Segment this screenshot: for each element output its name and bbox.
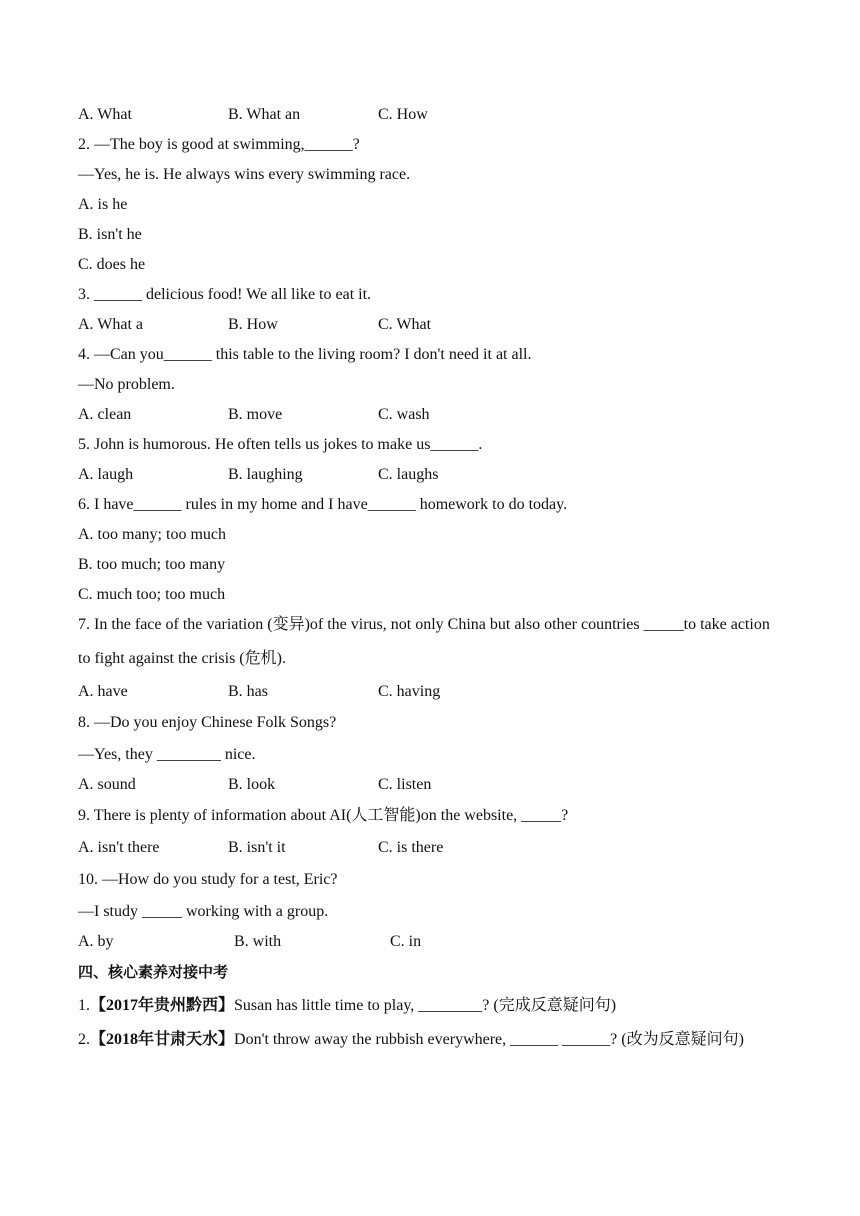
q10-options <box>78 932 784 952</box>
q7-stem: 7. In the face of the variation (变异)of the virus, not only China but also other countries _____to take action to fight against the crisis (危机). <box>78 616 770 667</box>
section4-item-1-number: 1. <box>78 997 90 1014</box>
q8-option-b: B. look <box>228 776 276 793</box>
q8-options <box>78 775 784 795</box>
section4-item-2 <box>78 1023 784 1057</box>
section4-item-1-text: Susan has little time to play, ________? (完成反意疑问句) <box>234 997 617 1014</box>
q5-option-a: A. laugh <box>78 466 134 483</box>
q10-option-b: B. with <box>234 933 282 950</box>
section4-item-2-number: 2. <box>78 1031 90 1048</box>
q10-option-a: A. by <box>78 933 114 950</box>
q5-option-b: B. laughing <box>228 466 303 483</box>
q6-option-c: C. much too; too much <box>78 586 226 603</box>
q7-option-a: A. have <box>78 683 128 700</box>
q6-stem: 6. I have______ rules in my home and I have______ homework to do today. <box>78 496 568 513</box>
q4-stem: 4. —Can you______ this table to the living room? I don't need it at all. <box>78 346 532 363</box>
q7-option-c: C. having <box>378 683 441 700</box>
q1-options <box>78 105 784 125</box>
q9-option-b: B. isn't it <box>228 839 286 856</box>
q4-options <box>78 405 784 425</box>
q3-stem: 3. ______ delicious food! We all like to eat it. <box>78 286 372 303</box>
q10-option-c: C. in <box>390 933 422 950</box>
q8-option-c: C. listen <box>378 776 432 793</box>
q1-option-c: C. How <box>378 106 428 123</box>
q1-option-b: B. What an <box>228 106 301 123</box>
q8-stem: 8. —Do you enjoy Chinese Folk Songs? <box>78 714 337 731</box>
q9-option-c: C. is there <box>378 839 444 856</box>
section4-item-1 <box>78 996 616 1016</box>
q9-stem: 9. There is plenty of information about AI(人工智能)on the website, _____? <box>78 807 569 824</box>
q2-stem: 2. —The boy is good at swimming,______? <box>78 136 360 153</box>
q8-reply: —Yes, they ________ nice. <box>78 746 256 763</box>
q5-stem: 5. John is humorous. He often tells us jokes to make us______. <box>78 436 483 453</box>
q3-options <box>78 315 784 335</box>
q3-option-c: C. What <box>378 316 432 333</box>
q4-option-c: C. wash <box>378 406 430 423</box>
q4-option-b: B. move <box>228 406 283 423</box>
q6-option-b: B. too much; too many <box>78 556 226 573</box>
q10-reply: —I study _____ working with a group. <box>78 903 329 920</box>
q9-options <box>78 838 784 858</box>
q9-option-a: A. isn't there <box>78 839 160 856</box>
section4-item-2-source: 【2018年甘肃天水】 <box>90 1031 235 1048</box>
q10-stem: 10. —How do you study for a test, Eric? <box>78 871 338 888</box>
q2-option-c: C. does he <box>78 256 146 273</box>
q3-option-a: A. What a <box>78 316 144 333</box>
q6-option-a: A. too many; too much <box>78 526 226 543</box>
q1-option-a: A. What <box>78 106 132 123</box>
q2-option-b: B. isn't he <box>78 226 142 243</box>
section-heading: 四、核心素养对接中考 <box>78 963 229 981</box>
q2-reply: —Yes, he is. He always wins every swimming race. <box>78 166 411 183</box>
q4-option-a: A. clean <box>78 406 132 423</box>
q7-option-b: B. has <box>228 683 268 700</box>
q5-option-c: C. laughs <box>378 466 439 483</box>
q7-options <box>78 682 784 702</box>
q3-option-b: B. How <box>228 316 278 333</box>
q4-reply: —No problem. <box>78 376 175 393</box>
q2-option-a: A. is he <box>78 196 128 213</box>
section4-item-2-text: Don't throw away the rubbish everywhere, ______ ______? (改为反意疑问句) <box>234 1031 744 1048</box>
q5-options <box>78 465 784 485</box>
section4-item-1-source: 【2017年贵州黔西】 <box>90 997 235 1014</box>
q8-option-a: A. sound <box>78 776 136 793</box>
